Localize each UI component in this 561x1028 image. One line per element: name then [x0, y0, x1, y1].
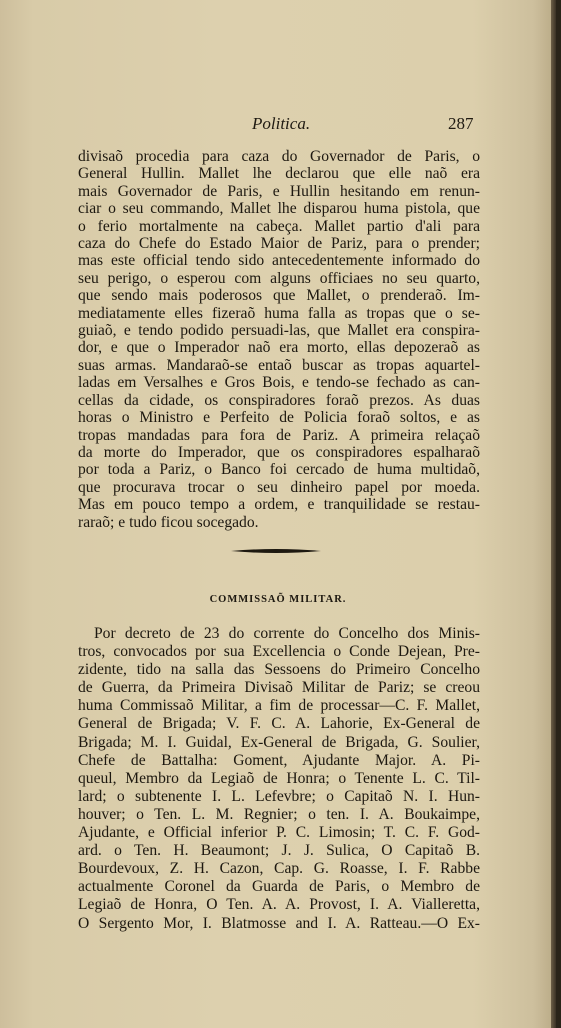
text-line: mediatamente elles fizeraõ huma falla as tropas que o se-	[78, 304, 480, 322]
text-line: cellas da cidade, os conspiradores foraõ prezos. As duas	[78, 391, 480, 409]
text-line: lard; o subtenente I. L. Lefevbre; o Capitaõ N. I. Hun-	[78, 787, 480, 805]
text-line: ciar o seu commando, Mallet lhe disparou huma pistola, que	[78, 200, 480, 218]
text-line: Por decreto de 23 do corrente do Concelho dos Minis-	[94, 625, 480, 642]
text-line: de Guerra, da Primeira Divisaõ Militar de Pariz; se creou	[78, 679, 480, 697]
text-line: Brigada; M. I. Guidal, Ex-General de Brigada, G. Soulier,	[78, 733, 480, 751]
text-line: raraõ; e tudo ficou socegado.	[78, 513, 259, 531]
text-line: divisaõ procedia para caza do Governador de Paris, o	[78, 148, 480, 165]
text-line: o ferio mortalmente na cabeça. Mallet partio d'ali para	[78, 217, 480, 235]
text-line: mais Governador de Paris, e Hullin hesitando em renun-	[78, 182, 480, 200]
text-line: O Sergento Mor, I. Blatmosse and I. A. Ratteau.—O Ex-	[78, 914, 480, 932]
text-line: tros, convocados por sua Excellencia o Conde Dejean, Pre-	[78, 643, 480, 661]
text-line: que sendo mais poderosos que Mallet, o prenderaõ. Im-	[78, 287, 480, 305]
text-line: horas o Ministro e Perfeito de Policia foraõ soltos, e as	[78, 409, 480, 427]
text-line: huma Commissaõ Militar, a fim de processar—C. F. Mallet,	[78, 697, 480, 715]
text-line: actualmente Coronel da Guarda de Paris, o Membro de	[78, 878, 480, 896]
text-line: Bourdevoux, Z. H. Cazon, Cap. G. Roasse, I. F. Rabbe	[78, 860, 480, 878]
text-line: houver; o Ten. L. M. Regnier; o ten. I. A. Boukaimpe,	[78, 805, 480, 823]
text-line: seu perigo, o esperou com alguns officiaes no seu quarto,	[78, 269, 480, 287]
text-line: Ajudante, e Official inferior P. C. Limosin; T. C. F. God-	[78, 824, 480, 842]
text-line: General de Brigada; V. F. C. A. Lahorie, Ex-General de	[78, 715, 480, 733]
text-line: queul, Membro da Legiaõ de Honra; o Tenente L. C. Til-	[78, 769, 480, 787]
text-line: que procurava trocar o seu dinheiro papel por moeda.	[78, 478, 480, 496]
text-line: guiaõ, e tendo podido persuadi-las, que Mallet era conspira-	[78, 322, 480, 340]
text-line: caza do Chefe do Estado Maior de Pariz, para o prender;	[78, 235, 480, 253]
text-line: zidente, tido na salla das Sessoens do Primeiro Concelho	[78, 661, 480, 679]
text-line: General Hullin. Mallet lhe declarou que elle naõ era	[78, 165, 480, 183]
section-title: COMMISSAÕ MILITAR.	[209, 594, 347, 605]
text-line: Legiaõ de Honra, O Ten. A. A. Provost, I. A. Vialleretta,	[78, 896, 480, 914]
section-divider-ornament	[231, 548, 321, 554]
running-header	[0, 114, 556, 138]
text-line: Mas em pouco tempo a ordem, e tranquilidade se restau-	[78, 496, 480, 514]
text-line: por toda a Pariz, o Banco foi cercado de huma multidaõ,	[78, 461, 480, 479]
header-title: Politica.	[252, 114, 311, 133]
text-line: ard. o Ten. H. Beaumont; J. J. Sulica, O Capitaõ B.	[78, 842, 480, 860]
page-number: 287	[448, 114, 474, 133]
text-line: mas este official tendo sido antecedentemente informado do	[78, 252, 480, 270]
page-edge	[551, 0, 556, 1028]
paragraph-main	[78, 148, 480, 531]
text-line: dor, e que o Imperador naõ era morto, ellas depozeraõ as	[78, 339, 480, 357]
text-line: ladas em Versalhes e Gros Bois, e tendo-se fechado as can-	[78, 374, 480, 392]
text-line: tropas mandadas para fora de Pariz. A primeira relaçaõ	[78, 426, 480, 444]
text-line: suas armas. Mandaraõ-se entaõ buscar as tropas aquartel-	[78, 356, 480, 374]
section-paragraph	[78, 625, 480, 933]
text-line: da morte do Imperador, que os conspiradores espalharaõ	[78, 443, 480, 461]
text-line: Chefe de Battalha: Goment, Ajudante Major. A. Pi-	[78, 751, 480, 769]
